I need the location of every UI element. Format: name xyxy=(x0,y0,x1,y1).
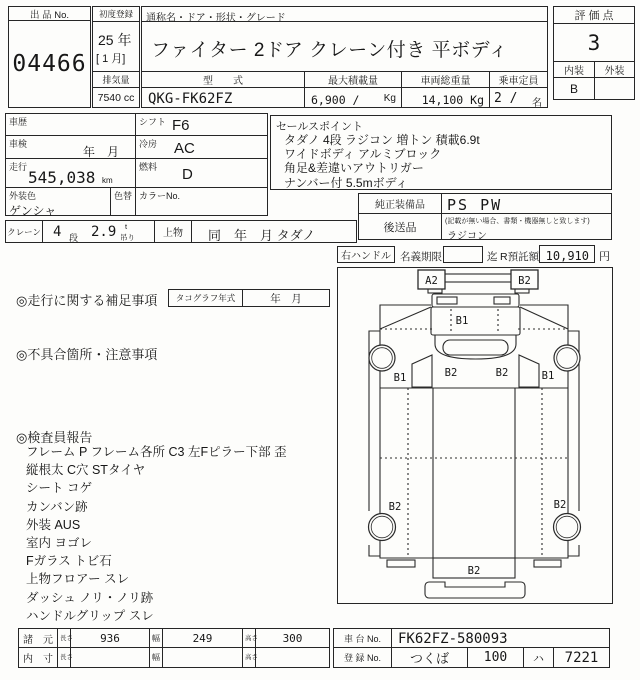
gvw-value: 14,100 Kg xyxy=(421,93,484,107)
ac-cell xyxy=(135,135,268,159)
inner-length-unit-text: 長さ xyxy=(60,654,73,661)
crane-stage-unit: 段 xyxy=(69,233,79,243)
inspection-label: 車検 xyxy=(9,139,28,149)
fuel-label: 燃料 xyxy=(139,162,158,172)
first-registration-label: 初度登録 xyxy=(92,6,140,22)
damage-code-rear: B2 xyxy=(467,565,481,577)
inner-length-unit xyxy=(57,647,71,668)
damage-code-fender-left: B1 xyxy=(393,372,407,384)
yen-label: 円 xyxy=(599,251,610,263)
tachograph-value: 年 月 xyxy=(242,289,330,307)
registration-kana: ハ xyxy=(523,647,554,668)
length-unit-text: 長さ xyxy=(60,634,73,642)
damage-code-cab: B1 xyxy=(455,315,469,327)
inner-height-unit xyxy=(242,647,256,668)
length-unit-label xyxy=(57,628,71,648)
first-reg-month: [ 1 月] xyxy=(96,53,126,65)
crane-capacity-unit-t: t xyxy=(125,222,128,231)
inspector-report-line: ハンドルグリップ スレ xyxy=(26,608,154,623)
exterior-grade-label: 外装 xyxy=(594,61,635,78)
registration-class: 100 xyxy=(467,647,524,668)
vehicle-name-cell xyxy=(141,21,548,72)
mileage-unit: km xyxy=(102,176,113,185)
color-no-label: カラーNo. xyxy=(139,191,181,201)
displacement-value: 7540 cc xyxy=(92,87,140,108)
interior-grade-value: B xyxy=(553,77,595,100)
inspector-report-line: ダッシュ ノリ・ノリ跡 xyxy=(26,590,154,605)
first-reg-year: 25 年 xyxy=(98,32,132,48)
until-label: 迄 xyxy=(487,251,498,263)
gvw-label: 車両総重量 xyxy=(401,71,490,88)
inspector-report-line: 室内 ヨゴレ xyxy=(26,536,92,551)
body-equipment-label: 上物 xyxy=(154,220,192,243)
score-value: 3 xyxy=(553,23,635,62)
mileage-cell xyxy=(5,158,136,188)
repaint-label: 色替 xyxy=(114,191,133,201)
crane-value-cell xyxy=(42,220,155,243)
inspector-report-line: 上物フロアー スレ xyxy=(26,572,130,587)
inspector-report-line: シート コゲ xyxy=(26,481,92,496)
registration-no-label: 登 録 No. xyxy=(333,647,392,668)
sales-points-box xyxy=(270,115,612,190)
capacity-value: 2 / xyxy=(494,91,518,106)
inner-length-value xyxy=(70,647,150,668)
name-change-deadline-field xyxy=(443,246,483,263)
damage-code-bed-left: B2 xyxy=(388,501,402,513)
shift-label: シフト xyxy=(139,117,167,127)
sales-point-line: 角足&差違いアウトリガー xyxy=(284,161,424,176)
vehicle-diagram-box xyxy=(337,267,613,604)
ac-value: AC xyxy=(174,140,195,157)
damage-code-door-left: B2 xyxy=(444,367,458,379)
inspector-report-line: フレーム P フレーム各所 C3 左Fピラー下部 歪 xyxy=(26,445,287,459)
fuel-value: D xyxy=(182,166,193,183)
exterior-color-label: 外装色 xyxy=(9,191,37,201)
vehicle-name-label-cell xyxy=(141,6,548,22)
dimensions-label: 諸 元 xyxy=(18,628,58,648)
registration-area: つくば xyxy=(391,647,468,668)
exterior-color-value: ゲンシャ xyxy=(9,204,57,218)
name-change-deadline-label: 名義期限 xyxy=(400,251,442,263)
later-items-note: (記載が無い場合、書類・機器無しと致します) xyxy=(445,218,590,225)
vehicle-diagram xyxy=(338,268,612,603)
oem-equipment-cell xyxy=(441,193,612,214)
capacity-value-cell xyxy=(489,87,548,108)
chassis-no-value: FK62FZ-580093 xyxy=(398,631,508,647)
height-unit-text: 高さ xyxy=(245,634,258,642)
later-items-label: 後送品 xyxy=(358,213,442,240)
model-label: 型 式 xyxy=(141,71,305,88)
dims-height-value: 300 xyxy=(255,628,330,648)
steering-side-badge: 右ハンドル xyxy=(337,246,395,263)
inspector-report-line: 外装 AUS xyxy=(26,517,81,532)
sales-point-line: タダノ 4段 ラジコン 増トン 積載6.9t xyxy=(284,133,480,147)
dims-width-value: 249 xyxy=(162,628,243,648)
shift-cell xyxy=(135,113,268,136)
lot-no-value: 04466 xyxy=(8,20,91,108)
inner-height-value xyxy=(255,647,330,668)
oem-equipment-label: 純正装備品 xyxy=(358,193,442,214)
payload-value-cell xyxy=(304,87,402,108)
interior-grade-label: 内装 xyxy=(553,61,595,78)
tachograph-label: タコグラフ年式 xyxy=(168,289,243,307)
lot-no-label: 出 品 No. xyxy=(8,6,91,21)
crane-capacity: 2.9 xyxy=(91,224,117,240)
dims-length-value: 936 xyxy=(70,628,150,648)
damage-code-front-left: A2 xyxy=(425,275,438,287)
inspector-report-line: Fガラス トビ石 xyxy=(26,554,112,569)
crane-stage: 4 xyxy=(53,224,62,240)
defect-notes-title: ◎不具合箇所・注意事項 xyxy=(16,347,158,362)
score-label: 評 価 点 xyxy=(553,6,635,24)
sales-point-line: ワイドボディ アルミブロック xyxy=(284,147,442,162)
inspector-report-lines xyxy=(26,443,287,625)
oem-equipment-value: PS PW xyxy=(447,196,503,214)
chassis-no-label: 車 台 No. xyxy=(333,628,392,648)
inspection-cell xyxy=(5,135,136,159)
inner-dims-label: 内 寸 xyxy=(18,647,58,668)
capacity-label: 乗車定員 xyxy=(489,71,548,88)
crane-label: クレーン xyxy=(5,220,43,243)
history-label: 車歴 xyxy=(9,117,28,127)
mileage-value: 545,038 xyxy=(28,168,96,187)
registration-number: 7221 xyxy=(553,647,610,668)
gvw-value-cell xyxy=(401,87,490,108)
recycle-deposit-field xyxy=(539,245,595,263)
crane-capacity-unit-tsuri: 吊り xyxy=(120,233,135,242)
displacement-label: 排気量 xyxy=(92,71,140,88)
damage-code-door-right: B2 xyxy=(495,367,509,379)
payload-value: 6,900 / xyxy=(311,93,360,107)
exterior-color-cell xyxy=(5,187,111,216)
inspector-report-title: ◎検査員報告 xyxy=(16,430,93,445)
inner-width-value xyxy=(162,647,243,668)
inspection-value: 年 月 xyxy=(82,145,119,159)
chassis-no-cell xyxy=(391,628,610,648)
repaint-cell xyxy=(110,187,136,216)
body-equipment-cell xyxy=(191,220,357,243)
recycle-deposit-value: 10,910 xyxy=(545,249,589,263)
payload-unit: Kg xyxy=(383,93,396,104)
damage-code-front-right: B2 xyxy=(518,275,531,287)
model-value: QKG-FK62FZ xyxy=(148,91,233,107)
recycle-deposit-label: R預託額 xyxy=(500,251,540,263)
capacity-unit: 名 xyxy=(532,98,542,109)
mileage-note-title: ◎走行に関する補足事項 xyxy=(16,293,158,308)
first-registration-value xyxy=(92,21,140,72)
fuel-cell xyxy=(135,158,268,188)
later-items-value: ラジコン xyxy=(447,231,487,242)
later-items-cell xyxy=(441,213,612,240)
truck-outline xyxy=(369,274,579,598)
sales-point-line: ナンバー付 5.5mボディ xyxy=(284,175,408,190)
height-unit-label xyxy=(242,628,256,648)
inspector-report-line: 縦根太 C穴 STタイヤ xyxy=(26,463,146,478)
color-no-cell xyxy=(135,187,268,216)
mileage-label: 走行 xyxy=(9,162,28,172)
sales-points-title: セールスポイント xyxy=(276,121,364,133)
history-cell xyxy=(5,113,136,136)
ac-label: 冷房 xyxy=(139,139,158,149)
inner-width-unit: 幅 xyxy=(149,647,163,668)
damage-code-fender-right: B1 xyxy=(541,370,555,382)
width-unit-label: 幅 xyxy=(149,628,163,648)
vehicle-name-label: 通称名・ドア・形状・グレード xyxy=(146,13,286,24)
sales-points-lines xyxy=(284,133,480,190)
payload-label: 最大積載量 xyxy=(304,71,402,88)
inspector-report-line: カンバン跡 xyxy=(26,499,88,514)
shift-value: F6 xyxy=(172,117,190,134)
damage-code-bed-right: B2 xyxy=(553,499,567,511)
model-value-cell xyxy=(141,87,305,108)
body-equipment-value: 同 年 月 タダノ xyxy=(208,228,316,243)
vehicle-name-value: ファイター 2ドア クレーン付き 平ボディ xyxy=(151,40,509,61)
inner-height-unit-text: 高さ xyxy=(245,654,258,661)
exterior-grade-value xyxy=(594,77,635,100)
